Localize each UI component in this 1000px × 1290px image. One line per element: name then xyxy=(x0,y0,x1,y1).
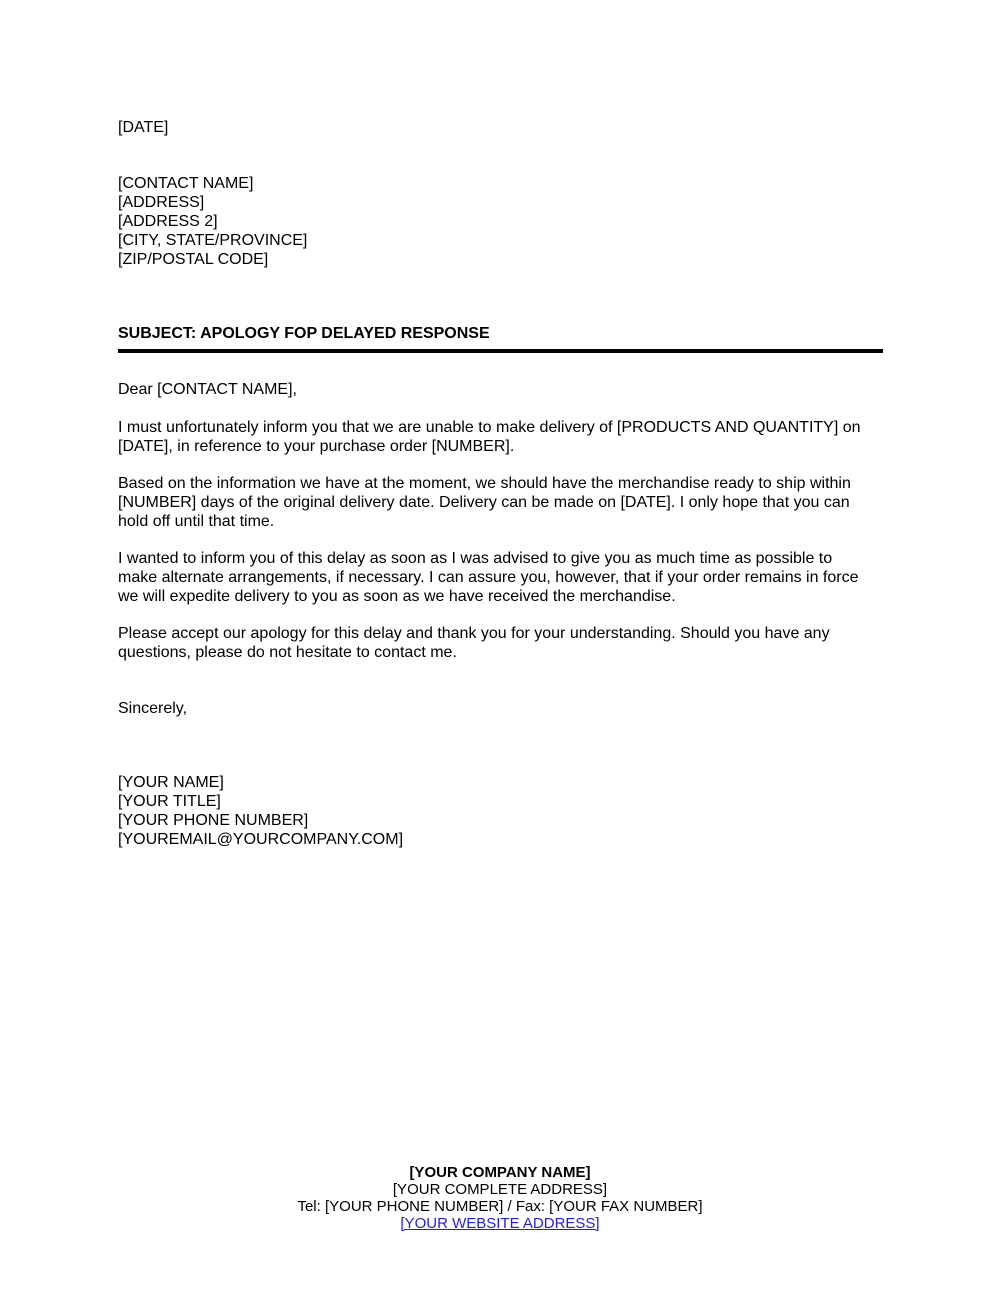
footer-company-name: [YOUR COMPANY NAME] xyxy=(409,1164,591,1181)
footer-address: [YOUR COMPLETE ADDRESS] xyxy=(392,1181,608,1198)
paragraph-line: [NUMBER] days of the original delivery date. Delivery can be made on [DATE]. I only hope that you can xyxy=(118,494,850,511)
date-text: [DATE] xyxy=(118,119,169,136)
footer-contact: Tel: [YOUR PHONE NUMBER] / Fax: [YOUR FAX NUMBER] xyxy=(297,1198,703,1215)
signature-block xyxy=(118,773,888,849)
recipient-zip: [ZIP/POSTAL CODE] xyxy=(118,251,269,268)
paragraph-line: questions, please do not hesitate to contact me. xyxy=(118,644,457,661)
paragraph-line: we will expedite delivery to you as soon as we have received the merchandise. xyxy=(118,588,676,605)
closing-text: Sincerely, xyxy=(118,700,188,717)
footer-website-link[interactable]: [YOUR WEBSITE ADDRESS] xyxy=(400,1215,600,1232)
signature-name: [YOUR NAME] xyxy=(118,774,224,791)
body-paragraph-4 xyxy=(118,624,888,662)
signature-phone: [YOUR PHONE NUMBER] xyxy=(118,812,309,829)
body-paragraph-1 xyxy=(118,418,888,456)
letter-date xyxy=(118,118,888,137)
paragraph-line: hold off until that time. xyxy=(118,513,275,530)
recipient-city-state: [CITY, STATE/PROVINCE] xyxy=(118,232,308,249)
paragraph-line: I must unfortunately inform you that we are unable to make delivery of [PRODUCTS AND QUANTITY] on xyxy=(118,419,861,436)
paragraph-line: Based on the information we have at the moment, we should have the merchandise ready to ship within xyxy=(118,475,851,492)
recipient-address: [ADDRESS] xyxy=(118,194,205,211)
salutation-text: Dear [CONTACT NAME], xyxy=(118,381,297,398)
signature-email: [YOUREMAIL@YOURCOMPANY.COM] xyxy=(118,831,404,848)
company-footer xyxy=(0,1164,1000,1232)
recipient-address-2: [ADDRESS 2] xyxy=(118,213,218,230)
body-paragraph-2 xyxy=(118,474,888,531)
subject-text: SUBJECT: APOLOGY FOP DELAYED RESPONSE xyxy=(118,325,490,342)
salutation xyxy=(118,380,888,399)
subject-divider xyxy=(118,349,883,353)
closing xyxy=(118,699,888,718)
body-paragraph-3 xyxy=(118,549,888,606)
recipient-name: [CONTACT NAME] xyxy=(118,175,254,192)
recipient-address-block xyxy=(118,174,888,269)
signature-title: [YOUR TITLE] xyxy=(118,793,221,810)
paragraph-line: I wanted to inform you of this delay as soon as I was advised to give you as much time as possible to xyxy=(118,550,833,567)
paragraph-line: make alternate arrangements, if necessary. I can assure you, however, that if your order remains in force xyxy=(118,569,859,586)
subject-line xyxy=(118,324,888,343)
paragraph-line: Please accept our apology for this delay and thank you for your understanding. Should you have any xyxy=(118,625,830,642)
paragraph-line: [DATE], in reference to your purchase order [NUMBER]. xyxy=(118,438,515,455)
